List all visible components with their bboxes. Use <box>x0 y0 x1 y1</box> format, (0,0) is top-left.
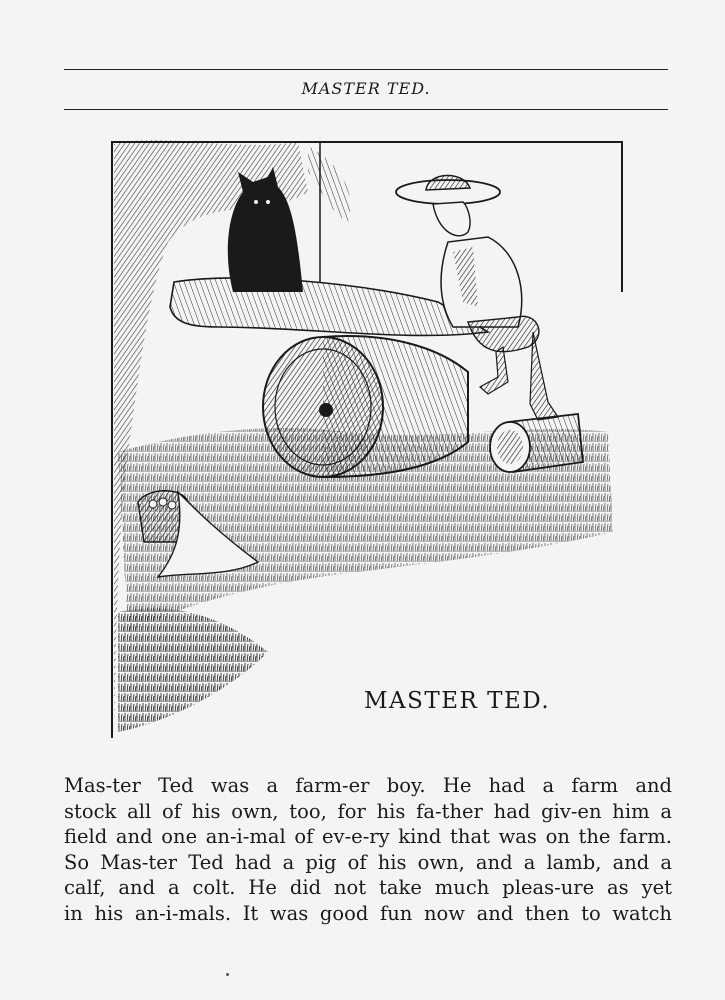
engraving-svg <box>108 132 628 742</box>
page-speck <box>226 973 229 976</box>
barrel-bunghole <box>319 403 333 417</box>
running-head: MASTER TED. <box>301 79 431 98</box>
boy-face <box>433 202 470 236</box>
text-line: in his an-i-mals. It was good fun now and then to watch <box>64 901 672 925</box>
text-line: stock all of his own, too, for his fa-ther had giv-en him a <box>64 799 672 823</box>
boy-hat-crown <box>426 175 470 190</box>
text-line: So Mas-ter Ted had a pig of his own, and a lamb, and a <box>64 850 672 874</box>
engraving-illustration <box>108 132 628 742</box>
top-rule <box>64 69 668 70</box>
boy-leg <box>480 347 508 394</box>
header-rule <box>64 109 668 110</box>
text-line: field and one an-i-mal of ev-e-ry kind that was on the farm. <box>64 825 672 849</box>
grass-foreground <box>118 608 268 732</box>
boy-leg-back <box>530 332 558 420</box>
illustration-caption: MASTER TED. <box>364 688 551 714</box>
text-line: calf, and a colt. He did not take much pleas-ure as yet <box>64 876 672 900</box>
boy-shirt <box>441 237 522 327</box>
body-paragraph <box>64 773 672 927</box>
foliage-vine <box>308 146 351 222</box>
text-line: Mas-ter Ted was a farm-er boy. He had a farm and <box>64 774 672 797</box>
barrel-body <box>323 336 468 477</box>
